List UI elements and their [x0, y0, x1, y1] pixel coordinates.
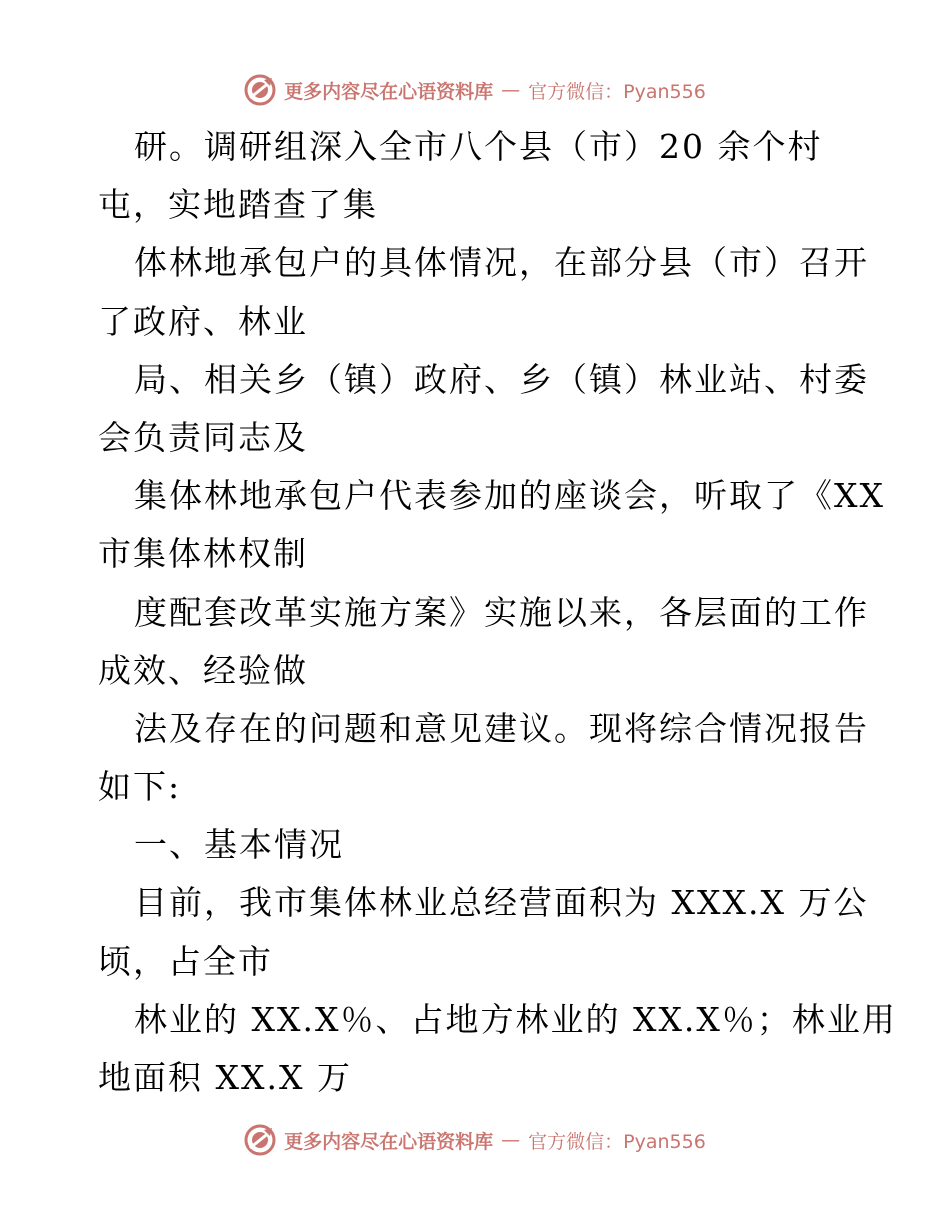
footer-separator: —	[501, 1129, 521, 1151]
header-brand-text: 更多内容尽在心语资料库	[284, 80, 494, 103]
section-heading: 一、基本情况	[134, 825, 344, 865]
text-line: 研。调研组深入全市八个县（市）20 余个村	[134, 127, 823, 166]
text-line: 林业的 XX.X％、占地方林业的 XX.X％；林业用	[134, 999, 897, 1039]
text-line: 会负责同志及	[98, 417, 308, 457]
document-body	[98, 118, 897, 1107]
text-line: 目前，我市集体林业总经营面积为 XXX.X 万公	[134, 883, 869, 923]
text-line: 局、相关乡（镇）政府、乡（镇）林业站、村委	[134, 359, 869, 399]
text-line: 成效、经验做	[98, 650, 308, 690]
text-line: 法及存在的问题和意见建议。现将综合情况报告	[134, 708, 869, 748]
red-seal-logo-icon	[244, 1124, 276, 1156]
footer-watermark-banner	[0, 1120, 950, 1160]
header-watermark-banner	[0, 70, 950, 110]
footer-brand-text: 更多内容尽在心语资料库	[284, 1130, 494, 1153]
text-line: 地面积 XX.X 万	[98, 1058, 352, 1097]
text-line: 顷，占全市	[98, 941, 273, 981]
text-line: 如下:	[98, 767, 182, 807]
text-line: 度配套改革实施方案》实施以来，各层面的工作	[134, 592, 869, 632]
text-line: 体林地承包户的具体情况，在部分县（市）召开	[134, 243, 869, 283]
header-separator: —	[501, 79, 521, 101]
red-seal-logo-icon	[244, 74, 276, 106]
text-line: 市集体林权制	[98, 534, 308, 574]
text-line: 了政府、林业	[98, 301, 308, 341]
text-line: 屯，实地踏查了集	[98, 185, 378, 225]
header-wechat-text: 官方微信：Pyan556	[528, 80, 706, 103]
text-line: 集体林地承包户代表参加的座谈会，听取了《XX	[134, 476, 885, 516]
footer-wechat-text: 官方微信：Pyan556	[528, 1130, 706, 1153]
